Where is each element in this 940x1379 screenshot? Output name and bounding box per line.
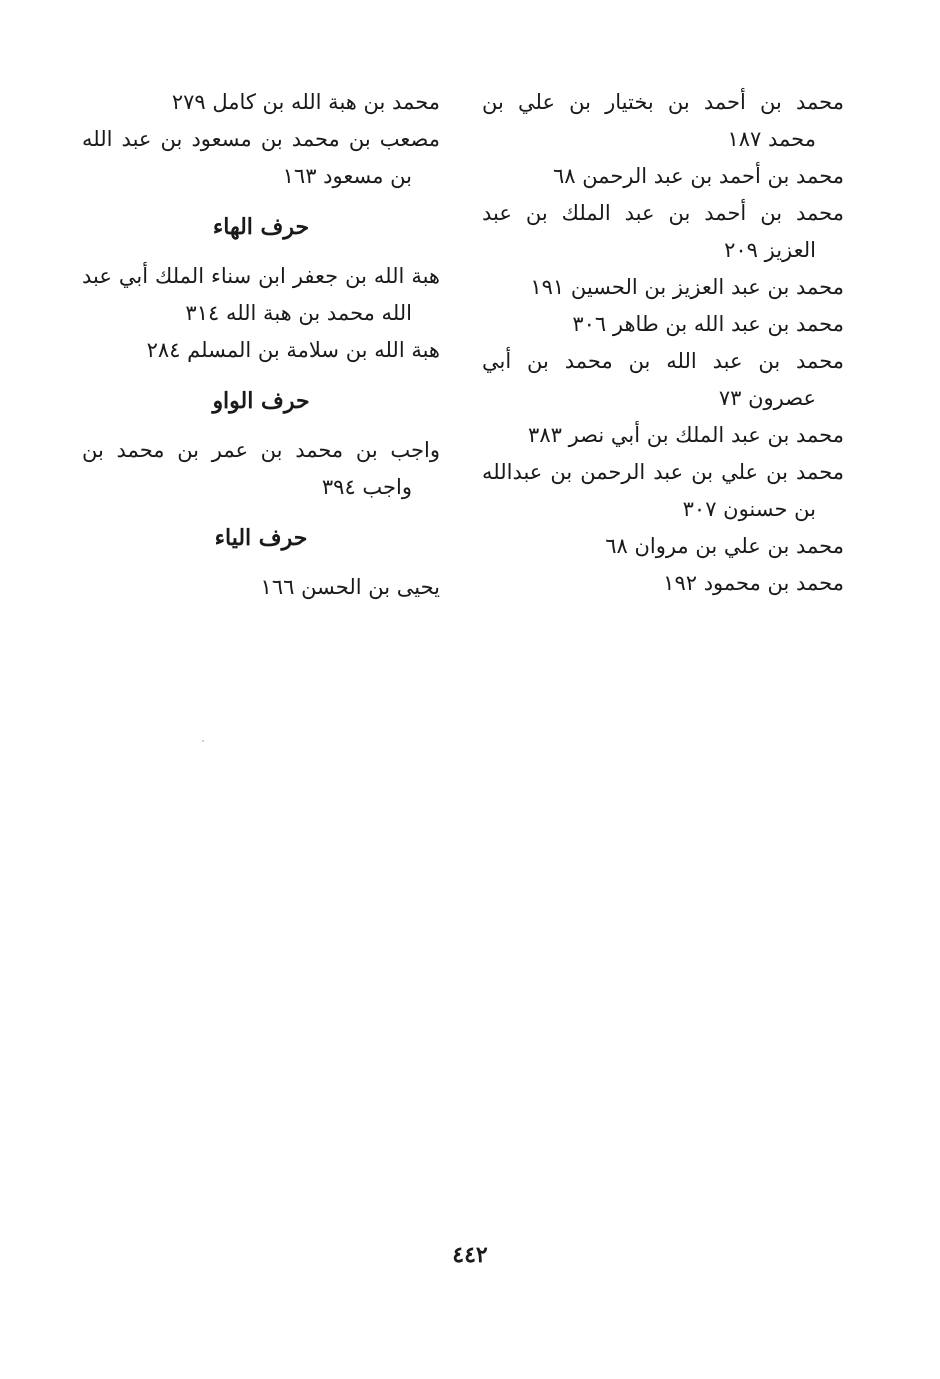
index-entry: يحيى بن الحسن ١٦٦ [260,575,440,599]
page-number: ٤٤٢ [452,1242,488,1268]
index-entry: هبة الله بن جعفر ابن سناء الملك أبي عبد الله محمد بن هبة الله ٣١٤ [82,264,440,325]
section-heading-ha: حرف الهاء [212,214,310,240]
index-entry: محمد بن هبة الله بن كامل ٢٧٩ [171,90,440,114]
index-entry: محمد بن عبد الله بن طاهر ٣٠٦ [572,312,844,336]
index-entry: هبة الله بن سلامة بن المسلم ٢٨٤ [146,338,440,362]
right-column [482,84,844,602]
index-entry: محمد بن أحمد بن عبد الملك بن عبد العزيز ٢٠٩ [482,201,844,262]
index-entry: واجب بن محمد بن عمر بن محمد بن واجب ٣٩٤ [82,438,440,499]
paper-speck [202,740,204,742]
index-entry: محمد بن علي بن عبد الرحمن بن عبدالله بن حسنون ٣٠٧ [482,460,844,521]
index-entry: مصعب بن محمد بن مسعود بن عبد الله بن مسعود ١٦٣ [82,127,440,188]
index-entry: محمد بن علي بن مروان ٦٨ [605,534,844,558]
index-entry: محمد بن عبد الله بن محمد بن أبي عصرون ٧٣ [482,349,844,410]
index-entry: محمد بن أحمد بن عبد الرحمن ٦٨ [552,164,844,188]
index-entry: محمد بن محمود ١٩٢ [663,571,844,595]
section-heading-ya: حرف الياء [214,525,308,551]
section-heading-waw: حرف الواو [212,388,310,414]
index-entry: محمد بن أحمد بن بختيار بن علي بن محمد ١٨٧ [482,90,844,151]
index-entry: محمد بن عبد العزيز بن الحسين ١٩١ [530,275,844,299]
index-entry: محمد بن عبد الملك بن أبي نصر ٣٨٣ [528,423,844,447]
left-column [82,84,440,606]
